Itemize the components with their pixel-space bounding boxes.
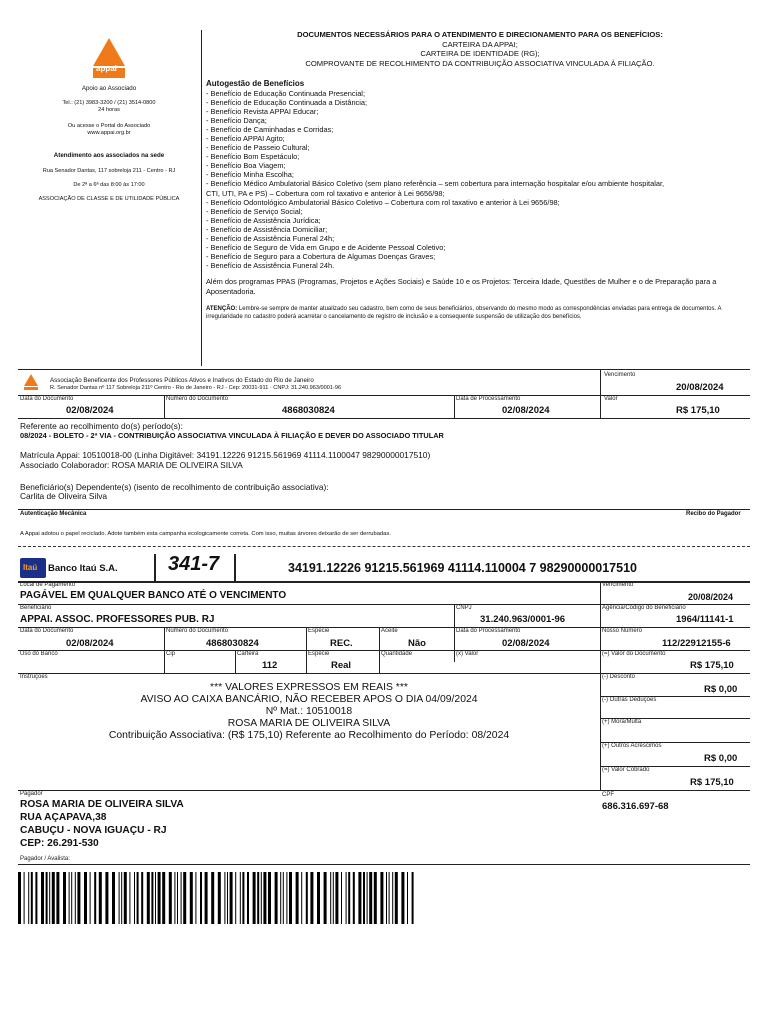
barcode-bar: [253, 872, 256, 924]
species-value: REC.: [330, 638, 353, 649]
barcode-bar: [392, 872, 393, 924]
barcode-bar: [56, 872, 59, 924]
barcode-bar: [242, 872, 244, 924]
payer-name: ROSA MARIA DE OLIVEIRA SILVA: [20, 799, 184, 810]
accept-label: Aceite: [381, 628, 398, 634]
bank-doc-number-label: Número do Documento: [166, 628, 229, 634]
cpf-label: CPF: [602, 792, 614, 798]
barcode-bar: [257, 872, 259, 924]
benefit-item: - Benefício Dança;: [206, 115, 267, 125]
barcode-bar: [147, 872, 150, 924]
benefits-list: [206, 89, 752, 271]
discount-value: R$ 0,00: [704, 684, 738, 695]
barcode-bar: [99, 872, 102, 924]
barcode-bar: [195, 872, 196, 924]
barcode-bar: [286, 872, 287, 924]
barcode-bar: [71, 872, 72, 924]
other-additions-label: (+) Outros Acréscimos: [602, 743, 662, 749]
bank-proc-date: 02/08/2024: [502, 638, 550, 649]
barcode-bar: [63, 872, 66, 924]
barcode-bar: [46, 872, 48, 924]
documents-title: DOCUMENTOS NECESSÁRIOS PARA O ATENDIMENTO E DIRECIONAMENTO PARA OS BENEFÍCIOS:: [297, 30, 663, 39]
benefit-item: - Benefício de Educação Continuada Presencial;: [206, 88, 365, 98]
documents-line-2: CARTEIRA DE IDENTIDADE (RG);: [420, 49, 540, 58]
barcode-bar: [218, 872, 221, 924]
benefit-item: - Benefício de Caminhadas e Corridas;: [206, 124, 334, 134]
local-label: Local de Pagamento: [20, 582, 76, 588]
barcode-bar: [363, 872, 365, 924]
barcode-bar: [155, 872, 156, 924]
currency-value: Real: [331, 660, 352, 671]
attention-label: ATENÇÃO:: [206, 305, 238, 312]
barcode-bar: [353, 872, 355, 924]
barcode-bar: [374, 872, 377, 924]
receipt-doc-number: 4868030824: [282, 405, 335, 416]
receipt-value: R$ 175,10: [676, 405, 720, 416]
barcode-bar: [141, 872, 143, 924]
benefit-item: - Benefício Odontológico Ambulatorial Básico Coletivo – Cobertura com rol taxativo e anterior à Lei 9656/98;: [206, 197, 560, 207]
barcode-bar: [275, 872, 278, 924]
barcode-bar: [129, 872, 130, 924]
receipt-doc-date-label: Data do Documento: [20, 396, 74, 402]
barcode-bar: [261, 872, 262, 924]
barcode-bar: [280, 872, 281, 924]
sidebar-divider: [201, 30, 202, 366]
bank-use-label: Uso do Banco: [20, 651, 58, 657]
barcode-bar: [324, 872, 327, 924]
barcode-bar: [369, 872, 372, 924]
barcode-bar: [346, 872, 347, 924]
barcode-bar: [94, 872, 96, 924]
agency-value: 1964/11141-1: [676, 614, 734, 625]
instruction-line-1: *** VALORES EXPRESSOS EM REAIS ***: [210, 682, 408, 693]
beneficiary-value: APPAI. ASSOC. PROFESSORES PUB. RJ: [20, 614, 215, 625]
documents-line-1: CARTEIRA DA APPAI;: [442, 39, 518, 49]
agency-label: Agência/Código do Beneficiário: [602, 605, 686, 611]
receipt-ref-value: 08/2024 - BOLETO - 2ª VIA - CONTRIBUIÇÃO ASSOCIATIVA VINCULADA À FILIAÇÃO E DEVER DO ASSOCIADO TITULAR: [20, 431, 444, 440]
wallet-label: Carteira: [237, 651, 259, 657]
barcode-bar: [389, 872, 390, 924]
receipt-ref-title: Referente ao recolhimento do(s) período(s):: [20, 421, 183, 431]
barcode-bar: [124, 872, 127, 924]
receipt-value-label: Valor: [604, 396, 618, 402]
cip-label: Cip: [166, 651, 176, 657]
barcode-bar: [412, 872, 414, 924]
barcode-bar: [174, 872, 175, 924]
barcode-bar: [137, 872, 139, 924]
barcode-bar: [227, 872, 228, 924]
support-phones: Tel.: (21) 3983-3200 / (21) 3514-0800: [62, 100, 156, 106]
benefit-item: - Benefício de Seguro para a Cobertura de Algumas Doenças Graves;: [206, 252, 436, 262]
barcode-bar: [395, 872, 398, 924]
fine-label: (+) Mora/Multa: [602, 719, 642, 725]
attention-text: Lembre-se sempre de manter atualizado seu cadastro, bem como de seus beneficiários, observando do mesmo modo as correspondências enviadas para entrega de documentos. A irregularidade no cadastro poderá acarretar o cancelamento de registro de inclusão e a consequente suspensão de utilização dos benefícios.: [206, 305, 722, 320]
barcode-bar: [224, 872, 225, 924]
barcode-bar: [289, 872, 292, 924]
appai-logo-icon: [89, 36, 129, 82]
benefit-item: - Benefício de Assistência Funeral 24h;: [206, 234, 335, 243]
barcode-bar: [151, 872, 153, 924]
barcode-bar: [162, 872, 165, 924]
barcode-bar: [268, 872, 271, 924]
portal-line: Ou acesse o Portal do Associado: [67, 123, 151, 129]
barcode-bar: [84, 872, 87, 924]
barcode-bar: [105, 872, 108, 924]
doc-value: R$ 175,10: [690, 660, 734, 671]
benefit-item: CTI, UTI, PA e PS) – Cobertura com rol taxativo e anterior à Lei 9656/98;: [206, 188, 445, 198]
receipt-matricula: Matrícula Appai: 10510018-00 (Linha Digitável: 34191.12226 91215.561969 41114.1100047 98290000017510): [20, 450, 431, 460]
beneficiary-label: Beneficiário: [20, 605, 52, 611]
instruction-line-4: ROSA MARIA DE OLIVEIRA SILVA: [227, 718, 391, 729]
cut-line: [18, 546, 750, 547]
charged-value: R$ 175,10: [690, 777, 734, 788]
cnpj-label: CNPJ: [456, 605, 472, 611]
barcode-bar: [49, 872, 50, 924]
benefits-block: [206, 79, 752, 321]
attendance-schedule: De 2ª a 6ª das 8:00 às 17:00: [73, 182, 145, 188]
barcode-bar: [263, 872, 266, 924]
barcode-bar: [134, 872, 135, 924]
eco-note: A Appai adotou o papel reciclado. Adote também esta campanha ecologicamente correta. Com isso, muitas árvores deixarão de ser derrubadas.: [20, 531, 391, 537]
receipt-dependents-title: Beneficiário(s) Dependente(s) (isento de recolhimento de contribuição associativa):: [20, 482, 329, 492]
barcode-bar: [296, 872, 299, 924]
barcode-bar: [158, 872, 161, 924]
benefit-item: - Benefício de Passeio Cultural;: [206, 143, 310, 153]
barcode-bar: [77, 872, 80, 924]
payer-city: CABUÇU - NOVA IGUAÇU - RJ: [20, 825, 167, 836]
guarantor-label: Pagador / Avalista:: [20, 856, 70, 862]
bank-due-label: Vencimento: [602, 582, 634, 588]
receipt-doc-date: 02/08/2024: [66, 405, 114, 416]
barcode-bar: [35, 872, 37, 924]
barcode-bar: [240, 872, 241, 924]
barcode-bar: [75, 872, 76, 924]
attention-note: [206, 306, 752, 322]
portal-url[interactable]: www.appai.org.br: [87, 130, 131, 136]
instruction-line-3: Nº Mat.: 10510018: [265, 706, 353, 717]
payer-label: Pagador: [20, 791, 43, 797]
bank-doc-date: 02/08/2024: [66, 638, 114, 649]
accept-value: Não: [408, 638, 426, 649]
barcode-bar: [401, 872, 404, 924]
local-value: PAGÁVEL EM QUALQUER BANCO ATÉ O VENCIMENTO: [20, 590, 287, 601]
barcode-bar: [41, 872, 44, 924]
other-additions-value: R$ 0,00: [704, 753, 738, 764]
our-number: 112/22912155-6: [662, 638, 731, 649]
appai-small-logo-icon: [22, 373, 40, 391]
barcode-bar: [335, 872, 338, 924]
barcode-bar: [330, 872, 331, 924]
receipt-proc-date: 02/08/2024: [502, 405, 550, 416]
bank-proc-date-label: Data do Processamento: [456, 628, 521, 634]
receipt-due-value: 20/08/2024: [676, 382, 724, 393]
barcode-bar: [52, 872, 55, 924]
bank-doc-number: 4868030824: [206, 638, 259, 649]
barcode-bar: [230, 872, 233, 924]
barcode-bar: [317, 872, 320, 924]
benefits-title: Autogestão de Benefícios: [206, 79, 305, 88]
association-type: ASSOCIAÇÃO DE CLASSE E DE UTILIDADE PÚBLICA: [38, 196, 180, 202]
instruction-line-2: AVISO AO CAIXA BANCÁRIO, NÃO RECEBER APOS O DIA 04/09/2024: [140, 694, 478, 705]
instruction-line-5: Contribuição Associativa: (R$ 175,10) Referente ao Recolhimento do Período: 08/2024: [108, 730, 510, 741]
discount-label: (-) Desconto: [602, 674, 636, 680]
benefit-item: - Benefício de Assistência Jurídica;: [206, 215, 321, 225]
barcode-bar: [18, 872, 21, 924]
payer-street: RUA AÇAPAVA,38: [20, 812, 107, 823]
barcode-bar: [181, 872, 182, 924]
barcode-bar: [301, 872, 302, 924]
benefit-item: - Benefício Médico Ambulatorial Básico Coletivo (sem plano referência – sem cobertura para internação hospitalar e/ou ambiente hospitalar,: [206, 179, 665, 189]
appai-logo-text: appai: [96, 64, 117, 73]
barcode-bar: [306, 872, 308, 924]
itau-logo-text: Itaú: [23, 563, 38, 572]
receipt-dependent-name: Carlita de Oliveira Silva: [20, 491, 108, 501]
bank-due-value: 20/08/2024: [688, 592, 734, 602]
itau-logo-icon: [20, 558, 46, 578]
barcode-bar: [310, 872, 313, 924]
currency-label: Espécie: [308, 651, 330, 657]
attendance-title: Atendimento aos associados na sede: [53, 152, 165, 159]
x-value-label: (x) Valor: [456, 651, 479, 657]
benefit-item: - Benefício de Serviço Social;: [206, 206, 303, 216]
barcode-bar: [235, 872, 236, 924]
barcode-bar: [367, 872, 368, 924]
instructions-block: [18, 682, 600, 742]
barcode-bar: [119, 872, 120, 924]
barcode-bar: [341, 872, 342, 924]
barcode-bar: [407, 872, 408, 924]
barcode-bar: [380, 872, 383, 924]
species-label: Espécie: [308, 628, 330, 634]
barcode-bar: [283, 872, 284, 924]
programs-text: Além dos programas PPAS (Programas, Projetos e Ações Sociais) e Saúde 10 e os Projetos: Terceira Idade, Questões de Mulher e o de Preparação para a Aposentadoria.: [206, 277, 717, 296]
our-number-label: Nosso Número: [602, 628, 643, 634]
barcode-bar: [24, 872, 25, 924]
attendance-address: Rua Senador Dantas, 117 sobreloja 211 - Centro - RJ: [42, 168, 176, 174]
barcode-bar: [28, 872, 29, 924]
barcode-bar: [31, 872, 33, 924]
benefit-item: - Benefício de Assistência Domiciliar;: [206, 224, 328, 234]
barcode-bar: [358, 872, 361, 924]
benefit-item: - Benefício Revista APPAI Educar;: [206, 106, 319, 116]
barcode-bar: [333, 872, 334, 924]
barcode-bar: [211, 872, 214, 924]
appai-sidebar: [18, 30, 200, 210]
benefit-item: - Benefício de Educação Continuada a Distância;: [206, 97, 368, 107]
payer-cep: CEP: 26.291-530: [20, 838, 99, 849]
receipt-associate: Associado Colaborador: ROSA MARIA DE OLIVEIRA SILVA: [20, 460, 243, 470]
barcode: [18, 872, 418, 924]
receipt-doc-number-label: Número do Documento: [166, 396, 229, 402]
barcode-bar: [90, 872, 91, 924]
benefit-item: - Benefício de Seguro de Vida em Grupo e de Acidente Pessoal Coletivo;: [206, 243, 446, 253]
qty-label: Quantidade: [381, 651, 413, 657]
digitable-line[interactable]: 34191.12226 91215.561969 41114.110004 7 98290000017510: [288, 561, 637, 575]
documents-block: [210, 30, 750, 68]
barcode-bar: [121, 872, 122, 924]
bank-name: Banco Itaú S.A.: [48, 563, 118, 574]
wallet-value: 112: [262, 660, 278, 671]
barcode-bar: [177, 872, 178, 924]
cpf-value: 686.316.697-68: [602, 801, 669, 812]
barcode-bar: [112, 872, 115, 924]
barcode-bar: [69, 872, 70, 924]
benefit-item: - Benefício APPAI Agito;: [206, 133, 285, 143]
bank-doc-date-label: Data do Documento: [20, 628, 74, 634]
barcode-bar: [200, 872, 202, 924]
bank-code: 341-7: [168, 553, 220, 575]
instructions-label: Instruções: [20, 674, 48, 680]
barcode-bar: [386, 872, 387, 924]
receipt-assoc-name: Associação Beneficente dos Professores Públicos Ativos e Inativos do Estado do Rio de Janeiro: [50, 377, 314, 384]
barcode-bar: [348, 872, 350, 924]
barcode-bar: [205, 872, 208, 924]
charged-label: (=) Valor Cobrado: [602, 767, 650, 773]
barcode-bar: [247, 872, 249, 924]
support-title: Apoio ao Associado: [81, 85, 137, 92]
support-hours: 24 horas: [98, 107, 120, 113]
documents-line-3: COMPROVANTE DE RECOLHIMENTO DA CONTRIBUIÇÃO ASSOCIATIVA VINCULADA À FILIAÇÃO.: [305, 58, 655, 68]
benefit-item: - Benefício Minha Escolha;: [206, 170, 294, 180]
auth-label: Autenticação Mecânica: [20, 511, 87, 517]
benefit-item: - Benefício Bom Espetáculo;: [206, 152, 300, 162]
receipt-due-label: Vencimento: [604, 372, 636, 378]
barcode-bar: [183, 872, 186, 924]
other-deductions-label: (-) Outras Deduções: [602, 697, 657, 703]
barcode-bar: [169, 872, 172, 924]
receipt-assoc-address: R. Senador Dantas nº 117 Sobreloja 211º Centro - Rio de Janeiro - RJ - Cep: 20031-911 · CNPJ: 31.240.963/0001-96: [50, 385, 342, 391]
benefit-item: - Benefício Boa Viagem;: [206, 161, 286, 171]
benefit-item: - Benefício de Assistência Funeral 24h.: [206, 261, 335, 271]
barcode-bar: [190, 872, 193, 924]
receipt-proc-date-label: Data de Processamento: [456, 396, 521, 402]
doc-value-label: (=) Valor do Documento: [602, 651, 666, 657]
cnpj-value: 31.240.963/0001-96: [480, 614, 566, 625]
recibo-label: Recibo do Pagador: [686, 511, 741, 517]
